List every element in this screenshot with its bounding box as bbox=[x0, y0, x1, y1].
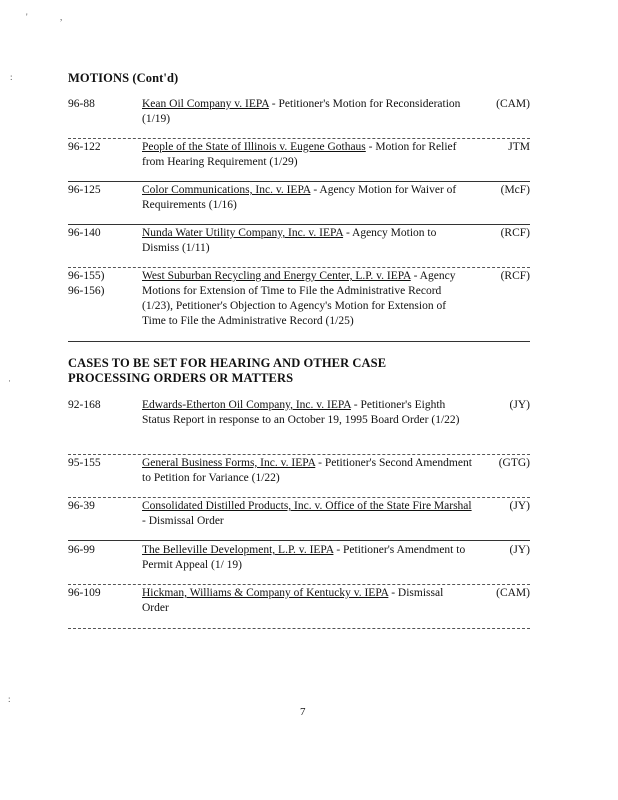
case-name: The Belleville Development, L.P. v. IEPA bbox=[142, 544, 334, 556]
entry-description bbox=[142, 456, 472, 486]
motion-text: - Agency Motion for Waiver of Requirements (1/16) bbox=[142, 184, 457, 211]
staff-initials: (GTG) bbox=[498, 457, 530, 469]
docket-line: 96-122 bbox=[68, 141, 101, 153]
docket-number bbox=[68, 183, 138, 198]
entry-divider bbox=[68, 454, 530, 455]
docket-number bbox=[68, 97, 138, 112]
staff-initials: (RCF) bbox=[500, 270, 530, 282]
entry-description bbox=[142, 499, 472, 529]
staff-initials: (RCF) bbox=[500, 227, 530, 239]
entry-description bbox=[142, 140, 472, 170]
case-name: General Business Forms, Inc. v. IEPA bbox=[142, 457, 316, 469]
scan-speck: , bbox=[60, 12, 63, 22]
docket-line: 96-39 bbox=[68, 500, 95, 512]
section-divider bbox=[68, 341, 530, 342]
case-name: Hickman, Williams & Company of Kentucky v. IEPA bbox=[142, 587, 389, 599]
entry-divider bbox=[68, 584, 530, 585]
page-number: 7 bbox=[300, 706, 306, 718]
case-name: Edwards-Etherton Oil Company, Inc. v. IEPA bbox=[142, 399, 351, 411]
motion-text: - Motion for Relief from Hearing Requirement (1/29) bbox=[142, 141, 457, 168]
case-name: Nunda Water Utility Company, Inc. v. IEPA bbox=[142, 227, 344, 239]
entry-divider bbox=[68, 540, 530, 541]
staff-initials: (JY) bbox=[509, 500, 530, 512]
entry-description bbox=[142, 97, 472, 127]
entry-description bbox=[142, 586, 472, 616]
docket-line: 96-88 bbox=[68, 98, 95, 110]
case-name: Color Communications, Inc. v. IEPA bbox=[142, 184, 311, 196]
docket-line: 95-155 bbox=[68, 457, 101, 469]
motion-text: - Petitioner's Second Amendment to Petition for Variance (1/22) bbox=[142, 457, 472, 484]
scan-speck: : bbox=[8, 694, 11, 704]
motion-text: - Agency Motion to Dismiss (1/11) bbox=[142, 227, 437, 254]
staff-initials: (CAM) bbox=[496, 98, 530, 110]
entry-description bbox=[142, 269, 472, 329]
scan-speck: : bbox=[10, 72, 13, 82]
entry-divider bbox=[68, 224, 530, 225]
docket-number bbox=[68, 543, 138, 558]
entry-description bbox=[142, 183, 472, 213]
docket-number bbox=[68, 269, 138, 299]
motion-text: - Dismissal Order bbox=[142, 587, 444, 614]
case-name: West Suburban Recycling and Energy Center, L.P. v. IEPA bbox=[142, 270, 411, 282]
section-title-line: PROCESSING ORDERS OR MATTERS bbox=[68, 371, 294, 385]
docket-line: 92-168 bbox=[68, 399, 101, 411]
entry-divider bbox=[68, 267, 530, 268]
entry-divider bbox=[68, 628, 530, 629]
docket-line: 96-155) bbox=[68, 270, 105, 282]
entry-divider bbox=[68, 181, 530, 182]
motion-text: - Petitioner's Amendment to Permit Appeal (1/ 19) bbox=[142, 544, 466, 571]
case-name: People of the State of Illinois v. Eugene Gothaus bbox=[142, 141, 366, 153]
docket-number bbox=[68, 456, 138, 471]
entry-description bbox=[142, 398, 472, 428]
docket-number bbox=[68, 226, 138, 241]
docket-line: 96-99 bbox=[68, 544, 95, 556]
section-heading-motions bbox=[68, 71, 178, 86]
scan-speck: ' bbox=[26, 12, 28, 22]
docket-number bbox=[68, 586, 138, 601]
motion-text: - Dismissal Order bbox=[142, 515, 224, 527]
entry-description bbox=[142, 226, 472, 256]
entry-divider bbox=[68, 138, 530, 139]
staff-initials: (CAM) bbox=[496, 587, 530, 599]
staff-initials: (McF) bbox=[500, 184, 530, 196]
case-name: Kean Oil Company v. IEPA bbox=[142, 98, 269, 110]
staff-initials: JTM bbox=[508, 141, 530, 153]
entry-divider bbox=[68, 497, 530, 498]
motion-text: - Petitioner's Motion for Reconsideration (1/19) bbox=[142, 98, 461, 125]
docket-number bbox=[68, 499, 138, 514]
motion-text: - Petitioner's Eighth Status Report in response to an October 19, 1995 Board Order (1/22) bbox=[142, 399, 460, 426]
motion-text: - Agency Motions for Extension of Time to File the Administrative Record (1/23), Petitioner's Objection to Agency's Motion for Extension of Time to File the Administrative Record (1/25) bbox=[142, 270, 456, 327]
section-title: MOTIONS (Cont'd) bbox=[68, 71, 179, 85]
staff-initials: (JY) bbox=[509, 399, 530, 411]
case-name: Consolidated Distilled Products, Inc. v. Office of the State Fire Marshal bbox=[142, 500, 472, 512]
docket-line: 96-109 bbox=[68, 587, 101, 599]
scan-speck: · bbox=[8, 376, 11, 386]
docket-number bbox=[68, 140, 138, 155]
entry-description bbox=[142, 543, 472, 573]
staff-initials: (JY) bbox=[509, 544, 530, 556]
docket-number bbox=[68, 398, 138, 413]
docket-line: 96-156) bbox=[68, 285, 105, 297]
docket-line: 96-125 bbox=[68, 184, 101, 196]
section-title-line: CASES TO BE SET FOR HEARING AND OTHER CASE bbox=[68, 356, 387, 370]
section-heading-cases-to-be-set bbox=[68, 356, 386, 386]
docket-line: 96-140 bbox=[68, 227, 101, 239]
